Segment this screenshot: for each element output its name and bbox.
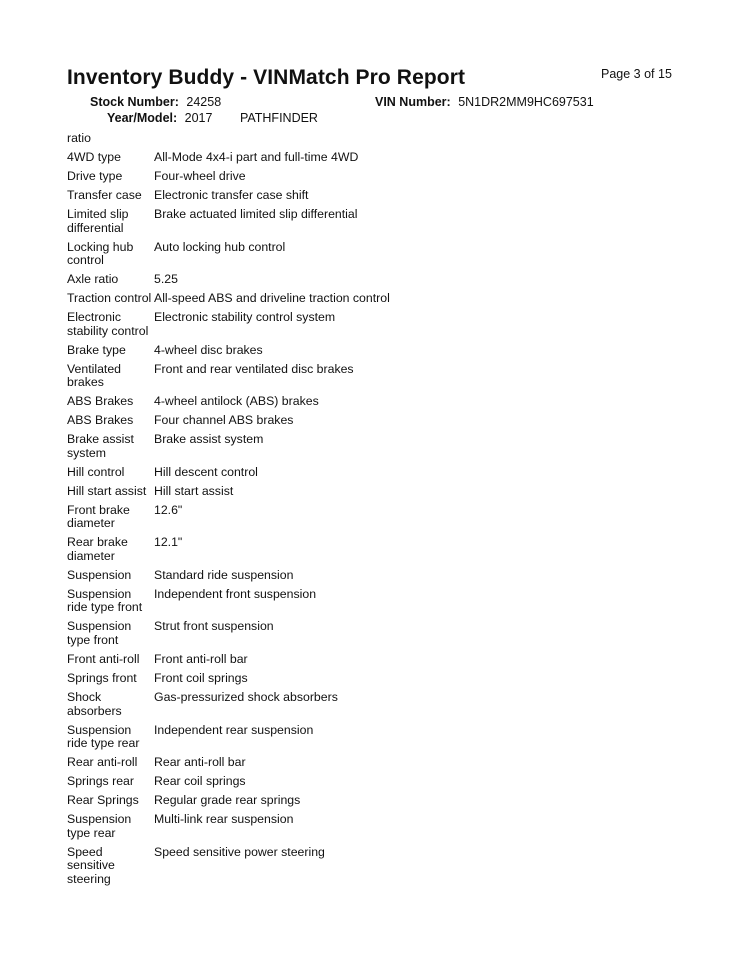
spec-row (67, 536, 390, 569)
spec-value: Independent front suspension (154, 586, 317, 601)
stock-number-label: Stock Number: (90, 95, 179, 109)
spec-label: Springs rear (67, 774, 134, 789)
spec-label: Axle ratio (67, 272, 119, 287)
spec-row (67, 691, 390, 724)
spec-value: 4-wheel disc brakes (154, 342, 263, 357)
spec-label: Drive type (67, 168, 123, 183)
spec-value: Brake actuated limited slip differential (154, 206, 358, 221)
spec-label: Brake assist system (67, 432, 134, 460)
report-title: Inventory Buddy - VINMatch Pro Report (67, 66, 466, 89)
spec-value: 5.25 (154, 272, 178, 287)
spec-label: Springs front (67, 671, 137, 685)
spec-label: Brake type (67, 342, 126, 357)
spec-label: Electronic stability control (67, 310, 149, 338)
stock-number-value: 24258 (186, 95, 222, 109)
spec-row (67, 170, 390, 189)
spec-row (67, 775, 390, 794)
spec-value: Speed sensitive power steering (154, 844, 325, 859)
spec-value: 4-wheel antilock (ABS) brakes (154, 394, 319, 409)
spec-row (67, 620, 390, 653)
spec-value: Electronic transfer case shift (154, 187, 309, 202)
spec-value: Independent rear suspension (154, 722, 314, 737)
spec-row (67, 208, 390, 241)
spec-row (67, 292, 390, 311)
spec-value: Strut front suspension (154, 619, 274, 634)
spec-label: Limited slip differential (67, 206, 129, 235)
spec-value: Multi-link rear suspension (154, 812, 294, 827)
spec-row (67, 653, 390, 672)
spec-label: ABS Brakes (67, 394, 134, 409)
spec-label: Front anti-roll (67, 652, 140, 667)
spec-value: All-speed ABS and driveline traction control (154, 291, 390, 306)
spec-value: Hill descent control (154, 464, 258, 479)
spec-value: Rear coil springs (154, 774, 246, 789)
stock-number (90, 95, 221, 109)
year-value: 2017 (184, 111, 213, 125)
spec-row (67, 414, 390, 433)
year-model (107, 111, 318, 125)
spec-row (67, 466, 390, 485)
spec-row (67, 672, 390, 691)
vin-number (375, 95, 594, 109)
spec-row (67, 794, 390, 813)
model-value: PATHFINDER (239, 111, 318, 125)
spec-row (67, 132, 390, 151)
spec-label: Locking hub control (67, 239, 134, 268)
spec-label: Ventilated brakes (67, 361, 122, 390)
spec-label: ABS Brakes (67, 413, 134, 428)
spec-value: Regular grade rear springs (154, 793, 301, 808)
spec-value: 12.6" (154, 502, 183, 517)
page-number: Page 3 of 15 (601, 67, 672, 81)
spec-value: Electronic stability control system (154, 310, 336, 325)
vin-number-value: 5N1DR2MM9HC697531 (458, 95, 594, 109)
spec-row (67, 756, 390, 775)
spec-row (67, 846, 390, 892)
spec-label: Suspension ride type rear (67, 722, 140, 751)
spec-label: Transfer case (67, 187, 142, 202)
spec-label: Front brake diameter (67, 502, 130, 531)
spec-row (67, 151, 390, 170)
spec-row (67, 724, 390, 757)
spec-row (67, 344, 390, 363)
spec-label: Rear brake diameter (67, 535, 128, 563)
spec-row (67, 189, 390, 208)
spec-value: Front and rear ventilated disc brakes (154, 361, 354, 376)
spec-value: All-Mode 4x4-i part and full-time 4WD (154, 149, 359, 164)
spec-label: Rear Springs (67, 793, 139, 808)
spec-label: Shock absorbers (67, 689, 122, 718)
spec-label: Speed sensitive steering (67, 844, 115, 886)
spec-row (67, 588, 390, 621)
spec-label: 4WD type (67, 149, 121, 164)
spec-label: Suspension (67, 567, 132, 582)
year-model-label: Year/Model: (107, 111, 178, 125)
spec-value: Standard ride suspension (154, 567, 294, 582)
spec-row (67, 569, 390, 588)
spec-value: 12.1" (154, 535, 183, 550)
spec-label: Suspension ride type front (67, 586, 143, 615)
spec-row (67, 485, 390, 504)
vin-number-label: VIN Number: (375, 95, 451, 109)
spec-label: Traction control (67, 291, 152, 306)
spec-value: Rear anti-roll bar (154, 755, 246, 770)
spec-table (67, 132, 390, 892)
spec-value: Auto locking hub control (154, 239, 286, 254)
spec-row (67, 395, 390, 414)
spec-label: Hill start assist (67, 483, 147, 498)
spec-value: Four channel ABS brakes (154, 413, 294, 428)
spec-row (67, 273, 390, 292)
spec-row (67, 311, 390, 344)
spec-label: Suspension type rear (67, 812, 132, 840)
spec-row (67, 504, 390, 537)
spec-value: Hill start assist (154, 483, 234, 498)
spec-label: Suspension type front (67, 619, 132, 648)
spec-label: Rear anti-roll (67, 755, 138, 770)
spec-value: Gas-pressurized shock absorbers (154, 689, 338, 704)
spec-row (67, 241, 390, 274)
spec-row (67, 433, 390, 466)
spec-row (67, 363, 390, 396)
spec-label: Hill control (67, 464, 125, 479)
spec-value: Front coil springs (154, 671, 248, 685)
spec-value: Front anti-roll bar (154, 652, 248, 667)
spec-label: ratio (67, 131, 91, 145)
spec-value: Four-wheel drive (154, 168, 246, 183)
spec-row (67, 813, 390, 846)
spec-value: Brake assist system (154, 432, 264, 447)
